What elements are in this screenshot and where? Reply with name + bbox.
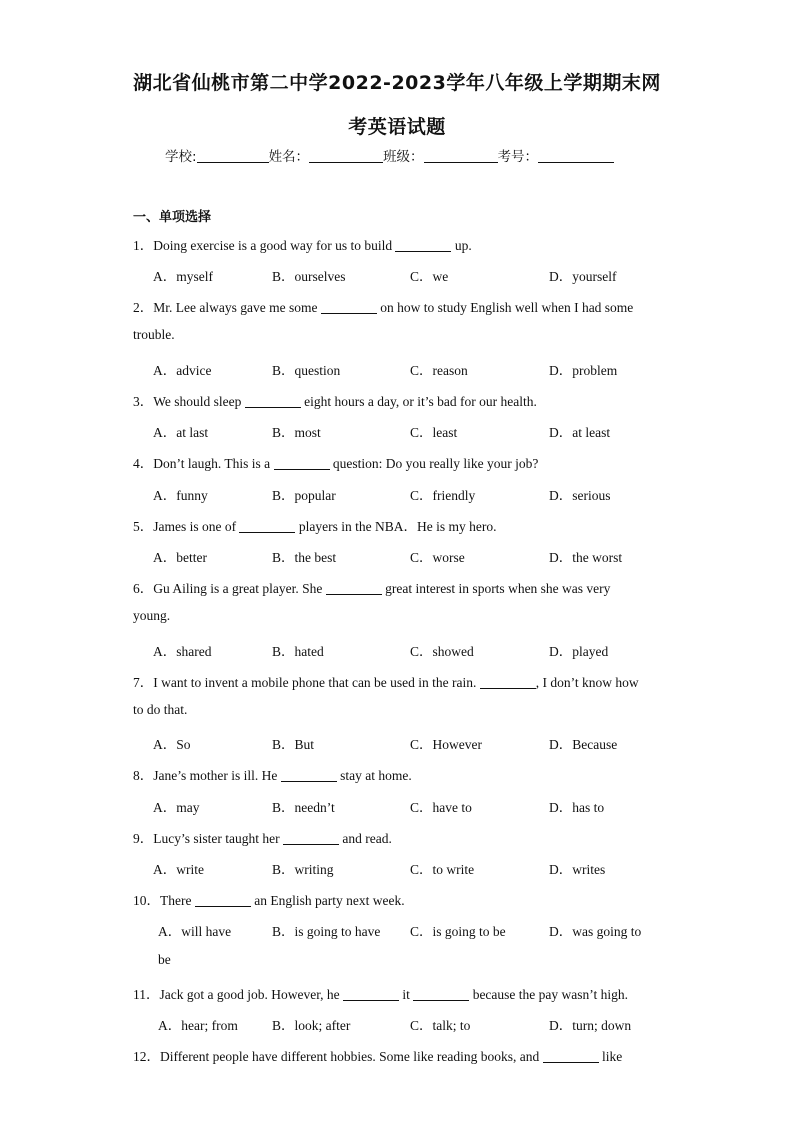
student-info-row bbox=[165, 145, 614, 165]
question-text: Mr. Lee always gave me some bbox=[153, 300, 321, 315]
answer-blank[interactable] bbox=[343, 988, 399, 1001]
question-number: 11． bbox=[133, 987, 160, 1002]
answer-blank[interactable] bbox=[321, 301, 377, 314]
question-text: We should sleep bbox=[153, 394, 245, 409]
question-8 bbox=[133, 764, 412, 784]
question-4 bbox=[133, 452, 538, 472]
question-text: There bbox=[160, 893, 195, 908]
question-7-continuation: to do that. bbox=[133, 702, 188, 717]
question-3 bbox=[133, 390, 537, 410]
question-2 bbox=[133, 296, 633, 316]
option-a[interactable]: A．better bbox=[153, 550, 207, 565]
option-c[interactable]: C．showed bbox=[410, 644, 474, 659]
option-b[interactable]: B．hated bbox=[272, 644, 324, 659]
option-b[interactable]: B．question bbox=[272, 363, 341, 378]
question-number: 4． bbox=[133, 456, 154, 471]
question-text: players in the NBA．He is my hero. bbox=[295, 519, 497, 534]
id-blank[interactable] bbox=[538, 148, 614, 163]
option-a[interactable]: A．hear; from bbox=[158, 1018, 238, 1033]
question-6-continuation: young. bbox=[133, 608, 171, 623]
option-c[interactable]: C．worse bbox=[410, 550, 465, 565]
option-a[interactable]: A．will have bbox=[158, 924, 232, 939]
option-d[interactable]: D．at least bbox=[549, 425, 611, 440]
answer-blank[interactable] bbox=[281, 769, 337, 782]
option-a[interactable]: A．write bbox=[153, 862, 204, 877]
question-number: 7． bbox=[133, 675, 154, 690]
question-9 bbox=[133, 827, 392, 847]
option-d[interactable]: D．yourself bbox=[549, 269, 617, 284]
option-b[interactable]: B．most bbox=[272, 425, 321, 440]
title-line-1: 湖北省仙桃市第二中学2022-2023学年八年级上学期期末网 bbox=[133, 72, 661, 94]
class-label: 班级： bbox=[383, 149, 424, 165]
name-blank[interactable] bbox=[309, 148, 383, 163]
option-b[interactable]: B．the best bbox=[272, 550, 337, 565]
question-number: 5． bbox=[133, 519, 154, 534]
question-11 bbox=[133, 983, 628, 1003]
option-a[interactable]: A．shared bbox=[153, 644, 212, 659]
option-a[interactable]: A．myself bbox=[153, 269, 213, 284]
option-c[interactable]: C．have to bbox=[410, 800, 472, 815]
question-text: and read. bbox=[338, 831, 392, 846]
option-c[interactable]: C．reason bbox=[410, 363, 468, 378]
option-b[interactable]: B．look; after bbox=[272, 1018, 351, 1033]
option-d[interactable]: D．writes bbox=[549, 862, 606, 877]
answer-blank[interactable] bbox=[195, 894, 251, 907]
answer-blank[interactable] bbox=[239, 520, 295, 533]
option-b[interactable]: B．But bbox=[272, 737, 315, 752]
option-d[interactable]: D．has to bbox=[549, 800, 605, 815]
question-text: because the pay wasn’t high. bbox=[469, 987, 629, 1002]
option-d[interactable]: D．serious bbox=[549, 488, 611, 503]
question-2-continuation: trouble. bbox=[133, 327, 175, 342]
question-text: like bbox=[598, 1049, 623, 1064]
option-d[interactable]: D．problem bbox=[549, 363, 618, 378]
question-text: it bbox=[399, 987, 414, 1002]
question-5 bbox=[133, 515, 496, 535]
option-a[interactable]: A．advice bbox=[153, 363, 212, 378]
school-blank[interactable] bbox=[197, 148, 269, 163]
answer-blank[interactable] bbox=[413, 988, 469, 1001]
option-c[interactable]: C．to write bbox=[410, 862, 475, 877]
question-number: 6． bbox=[133, 581, 154, 596]
id-label: 考号： bbox=[497, 149, 539, 165]
question-text: Don’t laugh. This is a bbox=[153, 456, 274, 471]
question-text: Doing exercise is a good way for us to build bbox=[153, 238, 396, 253]
question-number: 3． bbox=[133, 394, 154, 409]
school-label: 学校: bbox=[165, 149, 197, 165]
option-d[interactable]: D．the worst bbox=[549, 550, 623, 565]
option-c[interactable]: C．is going to be bbox=[410, 924, 506, 939]
question-text: Different people have different hobbies. Some like reading books, and bbox=[160, 1049, 543, 1064]
option-c[interactable]: C．friendly bbox=[410, 488, 476, 503]
question-number: 12． bbox=[133, 1049, 160, 1064]
option-b[interactable]: B．needn’t bbox=[272, 800, 335, 815]
option-c[interactable]: C．least bbox=[410, 425, 458, 440]
question-text: Jane’s mother is ill. He bbox=[153, 768, 281, 783]
answer-blank[interactable] bbox=[480, 676, 536, 689]
option-c[interactable]: C．However bbox=[410, 737, 482, 752]
question-number: 10． bbox=[133, 893, 160, 908]
question-text: up. bbox=[451, 238, 472, 253]
option-d[interactable]: D．played bbox=[549, 644, 609, 659]
question-1 bbox=[133, 234, 472, 254]
option-a[interactable]: A．may bbox=[153, 800, 200, 815]
question-text: an English party next week. bbox=[250, 893, 405, 908]
question-text: great interest in sports when she was very bbox=[381, 581, 611, 596]
section-title: 一、单项选择 bbox=[133, 210, 212, 225]
option-d-continuation: be bbox=[158, 952, 171, 967]
question-number: 1． bbox=[133, 238, 154, 253]
question-text: Gu Ailing is a great player. She bbox=[153, 581, 326, 596]
option-a[interactable]: A．funny bbox=[153, 488, 208, 503]
question-number: 2． bbox=[133, 300, 154, 315]
option-c[interactable]: C．talk; to bbox=[410, 1018, 471, 1033]
class-blank[interactable] bbox=[424, 148, 498, 163]
option-b[interactable]: B．writing bbox=[272, 862, 334, 877]
option-c[interactable]: C．we bbox=[410, 269, 449, 284]
question-text: James is one of bbox=[153, 519, 240, 534]
question-text: question: Do you really like your job? bbox=[329, 456, 539, 471]
option-a[interactable]: A．at last bbox=[153, 425, 209, 440]
question-text: eight hours a day, or it’s bad for our health. bbox=[300, 394, 537, 409]
question-12 bbox=[133, 1045, 622, 1065]
question-number: 8． bbox=[133, 768, 154, 783]
answer-blank[interactable] bbox=[283, 832, 339, 845]
question-text: stay at home. bbox=[336, 768, 412, 783]
question-6 bbox=[133, 577, 610, 597]
question-text: Lucy’s sister taught her bbox=[153, 831, 283, 846]
answer-blank[interactable] bbox=[543, 1050, 599, 1063]
question-number: 9． bbox=[133, 831, 154, 846]
answer-blank[interactable] bbox=[395, 239, 451, 252]
option-b[interactable]: B．popular bbox=[272, 488, 336, 503]
question-text: Jack got a good job. However, he bbox=[159, 987, 344, 1002]
question-text: , I don’t know how bbox=[535, 675, 639, 690]
question-text: I want to invent a mobile phone that can be used in the rain. bbox=[153, 675, 480, 690]
title-line-2: 考英语试题 bbox=[348, 116, 446, 138]
option-b[interactable]: B．is going to have bbox=[272, 924, 381, 939]
answer-blank[interactable] bbox=[245, 395, 301, 408]
option-d[interactable]: D．turn; down bbox=[549, 1018, 632, 1033]
name-label: 姓名： bbox=[268, 149, 310, 165]
question-text: on how to study English well when I had some bbox=[376, 300, 634, 315]
question-10 bbox=[133, 889, 405, 909]
option-b[interactable]: B．ourselves bbox=[272, 269, 346, 284]
question-7 bbox=[133, 671, 639, 691]
answer-blank[interactable] bbox=[274, 457, 330, 470]
answer-blank[interactable] bbox=[326, 582, 382, 595]
option-d[interactable]: D．was going to bbox=[549, 924, 642, 939]
option-a[interactable]: A．So bbox=[153, 737, 191, 752]
option-d[interactable]: D．Because bbox=[549, 737, 618, 752]
